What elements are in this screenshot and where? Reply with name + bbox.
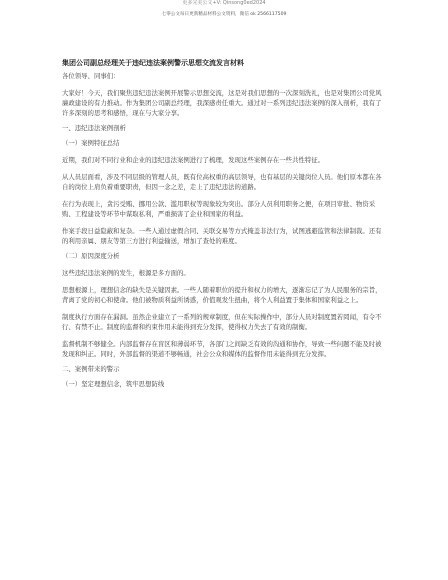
paragraph-6: 思想根源上，理想信念的缺失是关键因素。一些人随着职位的提升和权力的增大，逐渐忘记了为人民服务的宗旨，背离了党的初心和使命。他们被物质利益所诱惑，价值观发生扭曲，将个人利益置于集体和国家利益之上。 [62, 286, 382, 304]
header-watermark-line: 更多完美公文+V: Qinsong0ed2024 [182, 0, 266, 6]
section-heading-2: 二、案例带来的警示 [62, 365, 120, 373]
subsection-heading-3: （一）坚定理想信念，筑牢思想防线 [62, 380, 165, 388]
greeting: 各位领导、同事们： [62, 72, 120, 80]
paragraph-5: 这些违纪违法案例的发生，根源是多方面的。 [62, 269, 190, 277]
paragraph-2: 从人员层面看，涉及不同层级的管理人员，既有位高权重的高层领导，也有基层的关键岗位人员。他们原本都在各自的岗位上肩负着重要职责，但因一念之差，走上了违纪违法的道路。 [62, 173, 382, 191]
document-body [62, 58, 386, 389]
subsection-heading-1: （一）案例特征总结 [62, 139, 120, 147]
paragraph-1: 近期，我们对不同行业和企业的违纪违法案例进行了梳理，发现这些案例存在一些共性特征。 [62, 156, 325, 164]
section-heading-1: 一、违纪违法案例剖析 [62, 124, 126, 132]
paragraph-8: 监督机制不够健全。内部监督存在盲区和薄弱环节，各部门之间缺乏有效的沟通和协作，导致一些问题不能及时被发现和纠正。同时，外部监督的渠道不够畅通，社会公众和媒体的监督作用未能得到充分发挥。 [62, 340, 382, 358]
paragraph-3: 在行为表现上，贪污受贿、挪用公款、滥用职权等现象较为突出。部分人员利用职务之便，在项目审批、物资采购、工程建设等环节中谋取私利，严重损害了企业和国家的利益。 [62, 200, 376, 218]
intro-paragraph: 大家好！今天，我们聚焦违纪违法案例开展警示思想交流，这是对我们思想的一次深刻洗礼，也是对集团公司党风廉政建设的有力推动。作为集团公司副总经理，我深感责任重大。通过对一系列违纪违法案例的深入剖析，我有了许多深刻的思考和感悟，现在与大家分享。 [62, 89, 382, 117]
header-contact-line: 七零公文每日更新精品材料公文资料，微信 ok 2566117509 [161, 12, 287, 17]
subsection-heading-2: （二）原因深度分析 [62, 252, 120, 260]
document-title: 集团公司副总经理关于违纪违法案例警示思想交流发言材料 [62, 59, 244, 67]
page-header [0, 0, 448, 18]
paragraph-7: 制度执行方面存在漏洞。虽然企业建立了一系列的规章制度，但在实际操作中，部分人员对制度置若罔闻，有令不行、有禁不止。制度的监督和约束作用未能得到充分发挥，使得权力失去了有效的制衡。 [62, 313, 382, 331]
paragraph-4: 作案手段日益隐蔽和复杂。一些人通过虚假合同、关联交易等方式掩盖非法行为，试图逃避监管和法律制裁。还有的利用亲属、朋友等第三方进行利益输送，增加了查处的难度。 [62, 227, 382, 245]
